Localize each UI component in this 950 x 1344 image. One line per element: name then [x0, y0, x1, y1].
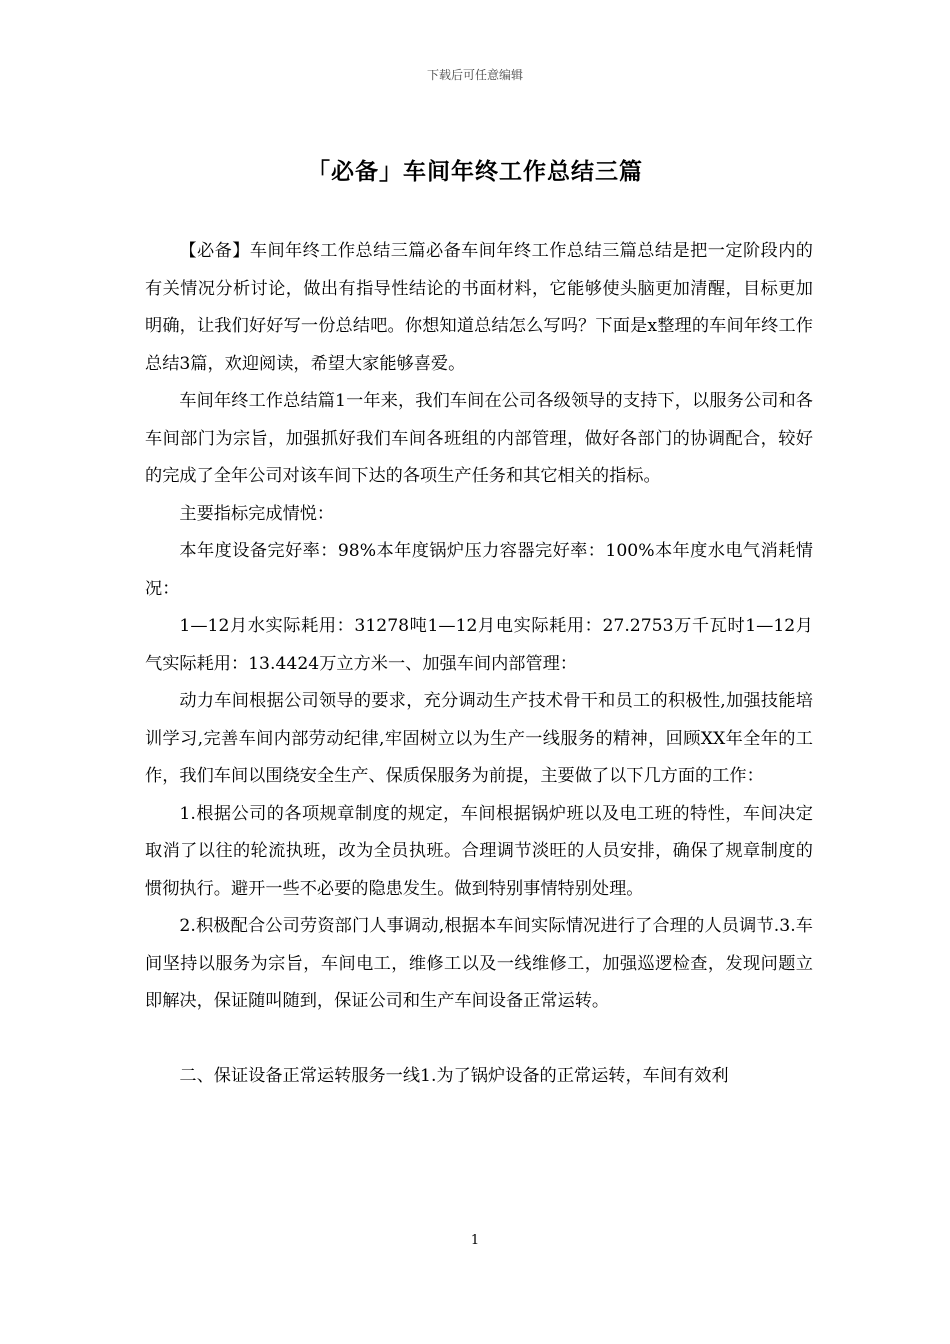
paragraph: 车间年终工作总结篇1一年来，我们车间在公司各级领导的支持下，以服务公司和各车间部门为宗旨，加强抓好我们车间各班组的内部管理，做好各部门的协调配合，较好的完成了全年公司对该车间下达的各项生产任务和其它相关的指标。 — [145, 391, 813, 486]
paragraph: 1.根据公司的各项规章制度的规定，车间根据锅炉班以及电工班的特性，车间决定取消了以往的轮流执班，改为全员执班。合理调节淡旺的人员安排，确保了规章制度的惯彻执行。避开一些不必要的隐患发生。做到特别事情特别处理。 — [145, 803, 813, 899]
paragraph: 二、保证设备正常运转服务一线1.为了锅炉设备的正常运转，车间有效利 — [179, 1065, 729, 1086]
page-number: 1 — [470, 1233, 480, 1248]
paragraph: 动力车间根据公司领导的要求，充分调动生产技术骨干和员工的积极性,加强技能培训学习,完善车间内部劳动纪律,牢固树立以为生产一线服务的精神，回顾XX年全年的工作，我们车间以围绕安全生产、保质保服务为前提，主要做了以下几方面的工作： — [145, 691, 813, 786]
page-header: 下载后可任意编辑 — [426, 68, 523, 82]
paragraph: 本年度设备完好率：98%本年度锅炉压力容器完好率：100%本年度水电气消耗情况： — [145, 541, 813, 599]
document-body — [145, 233, 813, 1095]
paragraph: 1—12月水实际耗用：31278吨1—12月电实际耗用：27.2753万千瓦时1—12月气实际耗用：13.4424万立方米一、加强车间内部管理： — [145, 616, 813, 674]
paragraph: 2.积极配合公司劳资部门人事调动,根据本车间实际情况进行了合理的人员调节.3.车间坚持以服务为宗旨，车间电工，维修工以及一线维修工，加强巡逻检查，发现问题立即解决，保证随叫随到，保证公司和生产车间设备正常运转。 — [145, 916, 813, 1011]
document-title: 「必备」车间年终工作总结三篇 — [307, 159, 643, 185]
paragraph: 主要指标完成情悦： — [179, 503, 335, 524]
paragraph: 【必备】车间年终工作总结三篇必备车间年终工作总结三篇总结是把一定阶段内的有关情况分析讨论，做出有指导性结论的书面材料，它能够使头脑更加清醒，目标更加明确，让我们好好写一份总结吧。你想知道总结怎么写吗？下面是x整理的车间年终工作总结3篇，欢迎阅读，希望大家能够喜爱。 — [145, 241, 813, 374]
